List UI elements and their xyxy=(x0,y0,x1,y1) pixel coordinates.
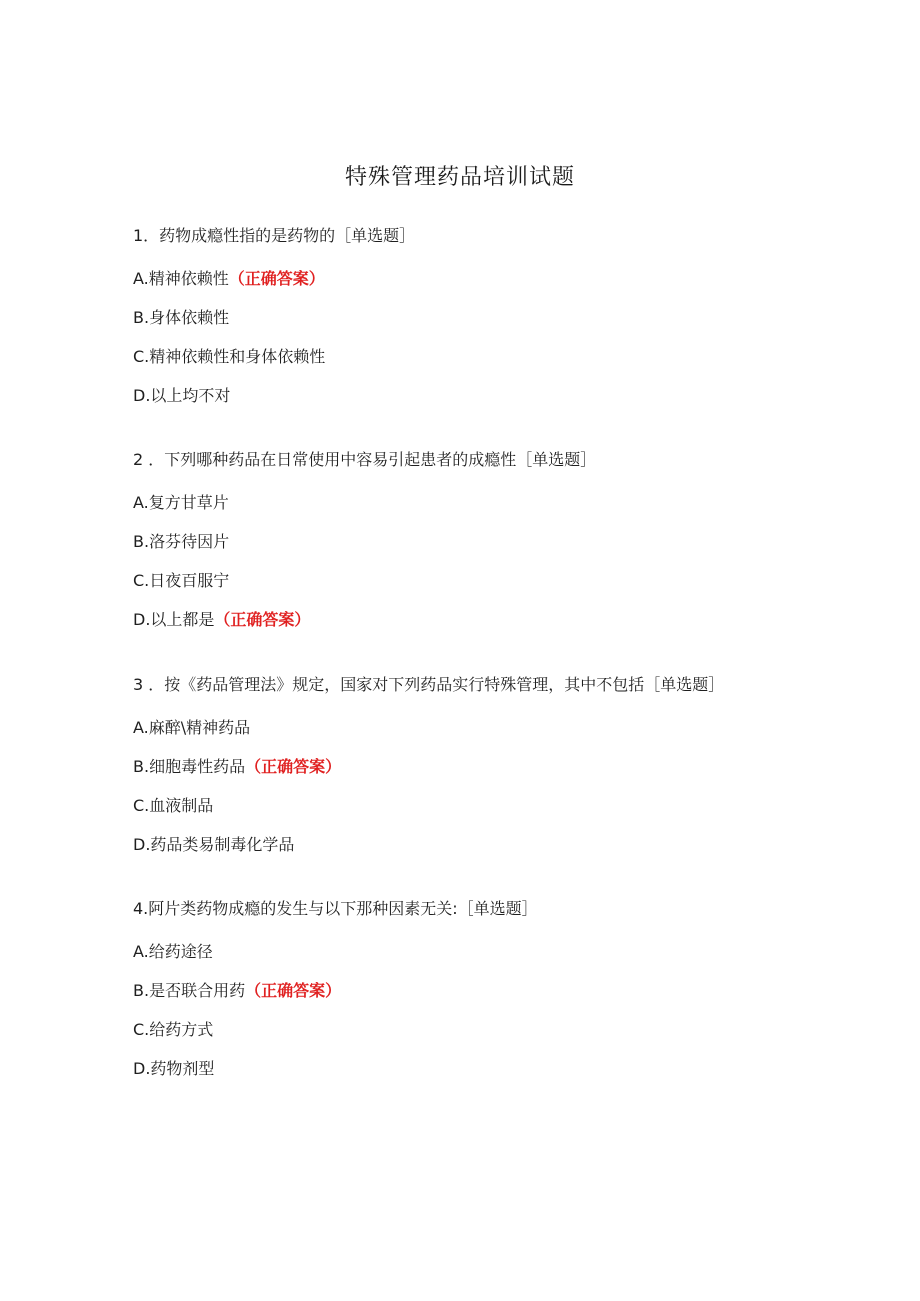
option-text: C.日夜百服宁 xyxy=(133,571,230,590)
question-3 xyxy=(133,672,853,858)
option-b xyxy=(133,754,853,780)
option-text: A.给药途径 xyxy=(133,942,213,961)
option-d xyxy=(133,1056,853,1082)
question-text: 3 ．按《药品管理法》规定，国家对下列药品实行特殊管理，其中不包括［单选题］ xyxy=(133,675,725,694)
option-c xyxy=(133,568,853,594)
option-text: B.洛芬待因片 xyxy=(133,532,230,551)
option-text: A.麻醉\精神药品 xyxy=(133,718,251,737)
option-b xyxy=(133,529,853,555)
page-title: 特殊管理药品培训试题 xyxy=(344,165,575,190)
option-b xyxy=(133,305,853,331)
option-text: B.身体依赖性 xyxy=(133,308,230,327)
option-a xyxy=(133,266,853,292)
option-a xyxy=(133,715,853,741)
option-c xyxy=(133,793,853,819)
correct-answer-mark: （正确答案） xyxy=(214,610,311,629)
option-text: C.血液制品 xyxy=(133,796,214,815)
option-text: A.复方甘草片 xyxy=(133,493,229,512)
option-text: B.细胞毒性药品 xyxy=(133,757,246,776)
option-text: B.是否联合用药 xyxy=(133,981,246,1000)
option-text: D.以上都是 xyxy=(133,610,215,629)
option-text: D.药物剂型 xyxy=(133,1059,215,1078)
question-text: 1．药物成瘾性指的是药物的［单选题］ xyxy=(133,226,416,245)
option-text: C.给药方式 xyxy=(133,1020,214,1039)
option-a xyxy=(133,939,853,965)
option-d xyxy=(133,832,853,858)
question-2 xyxy=(133,447,853,633)
question-text: 4.阿片类药物成瘾的发生与以下那种因素无关:［单选题］ xyxy=(133,899,538,918)
option-text: D.以上均不对 xyxy=(133,386,231,405)
correct-answer-mark: （正确答案） xyxy=(245,981,342,1000)
option-d xyxy=(133,383,853,409)
option-text: C.精神依赖性和身体依赖性 xyxy=(133,347,326,366)
question-4 xyxy=(133,896,853,1082)
option-text: A.精神依赖性 xyxy=(133,269,229,288)
option-c xyxy=(133,344,853,370)
option-c xyxy=(133,1017,853,1043)
option-text: D.药品类易制毒化学品 xyxy=(133,835,295,854)
correct-answer-mark: （正确答案） xyxy=(245,757,342,776)
question-1 xyxy=(133,223,853,409)
option-d xyxy=(133,607,853,633)
correct-answer-mark: （正确答案） xyxy=(228,269,325,288)
option-a xyxy=(133,490,853,516)
option-b xyxy=(133,978,853,1004)
question-text: 2 ．下列哪种药品在日常使用中容易引起患者的成瘾性［单选题］ xyxy=(133,450,597,469)
